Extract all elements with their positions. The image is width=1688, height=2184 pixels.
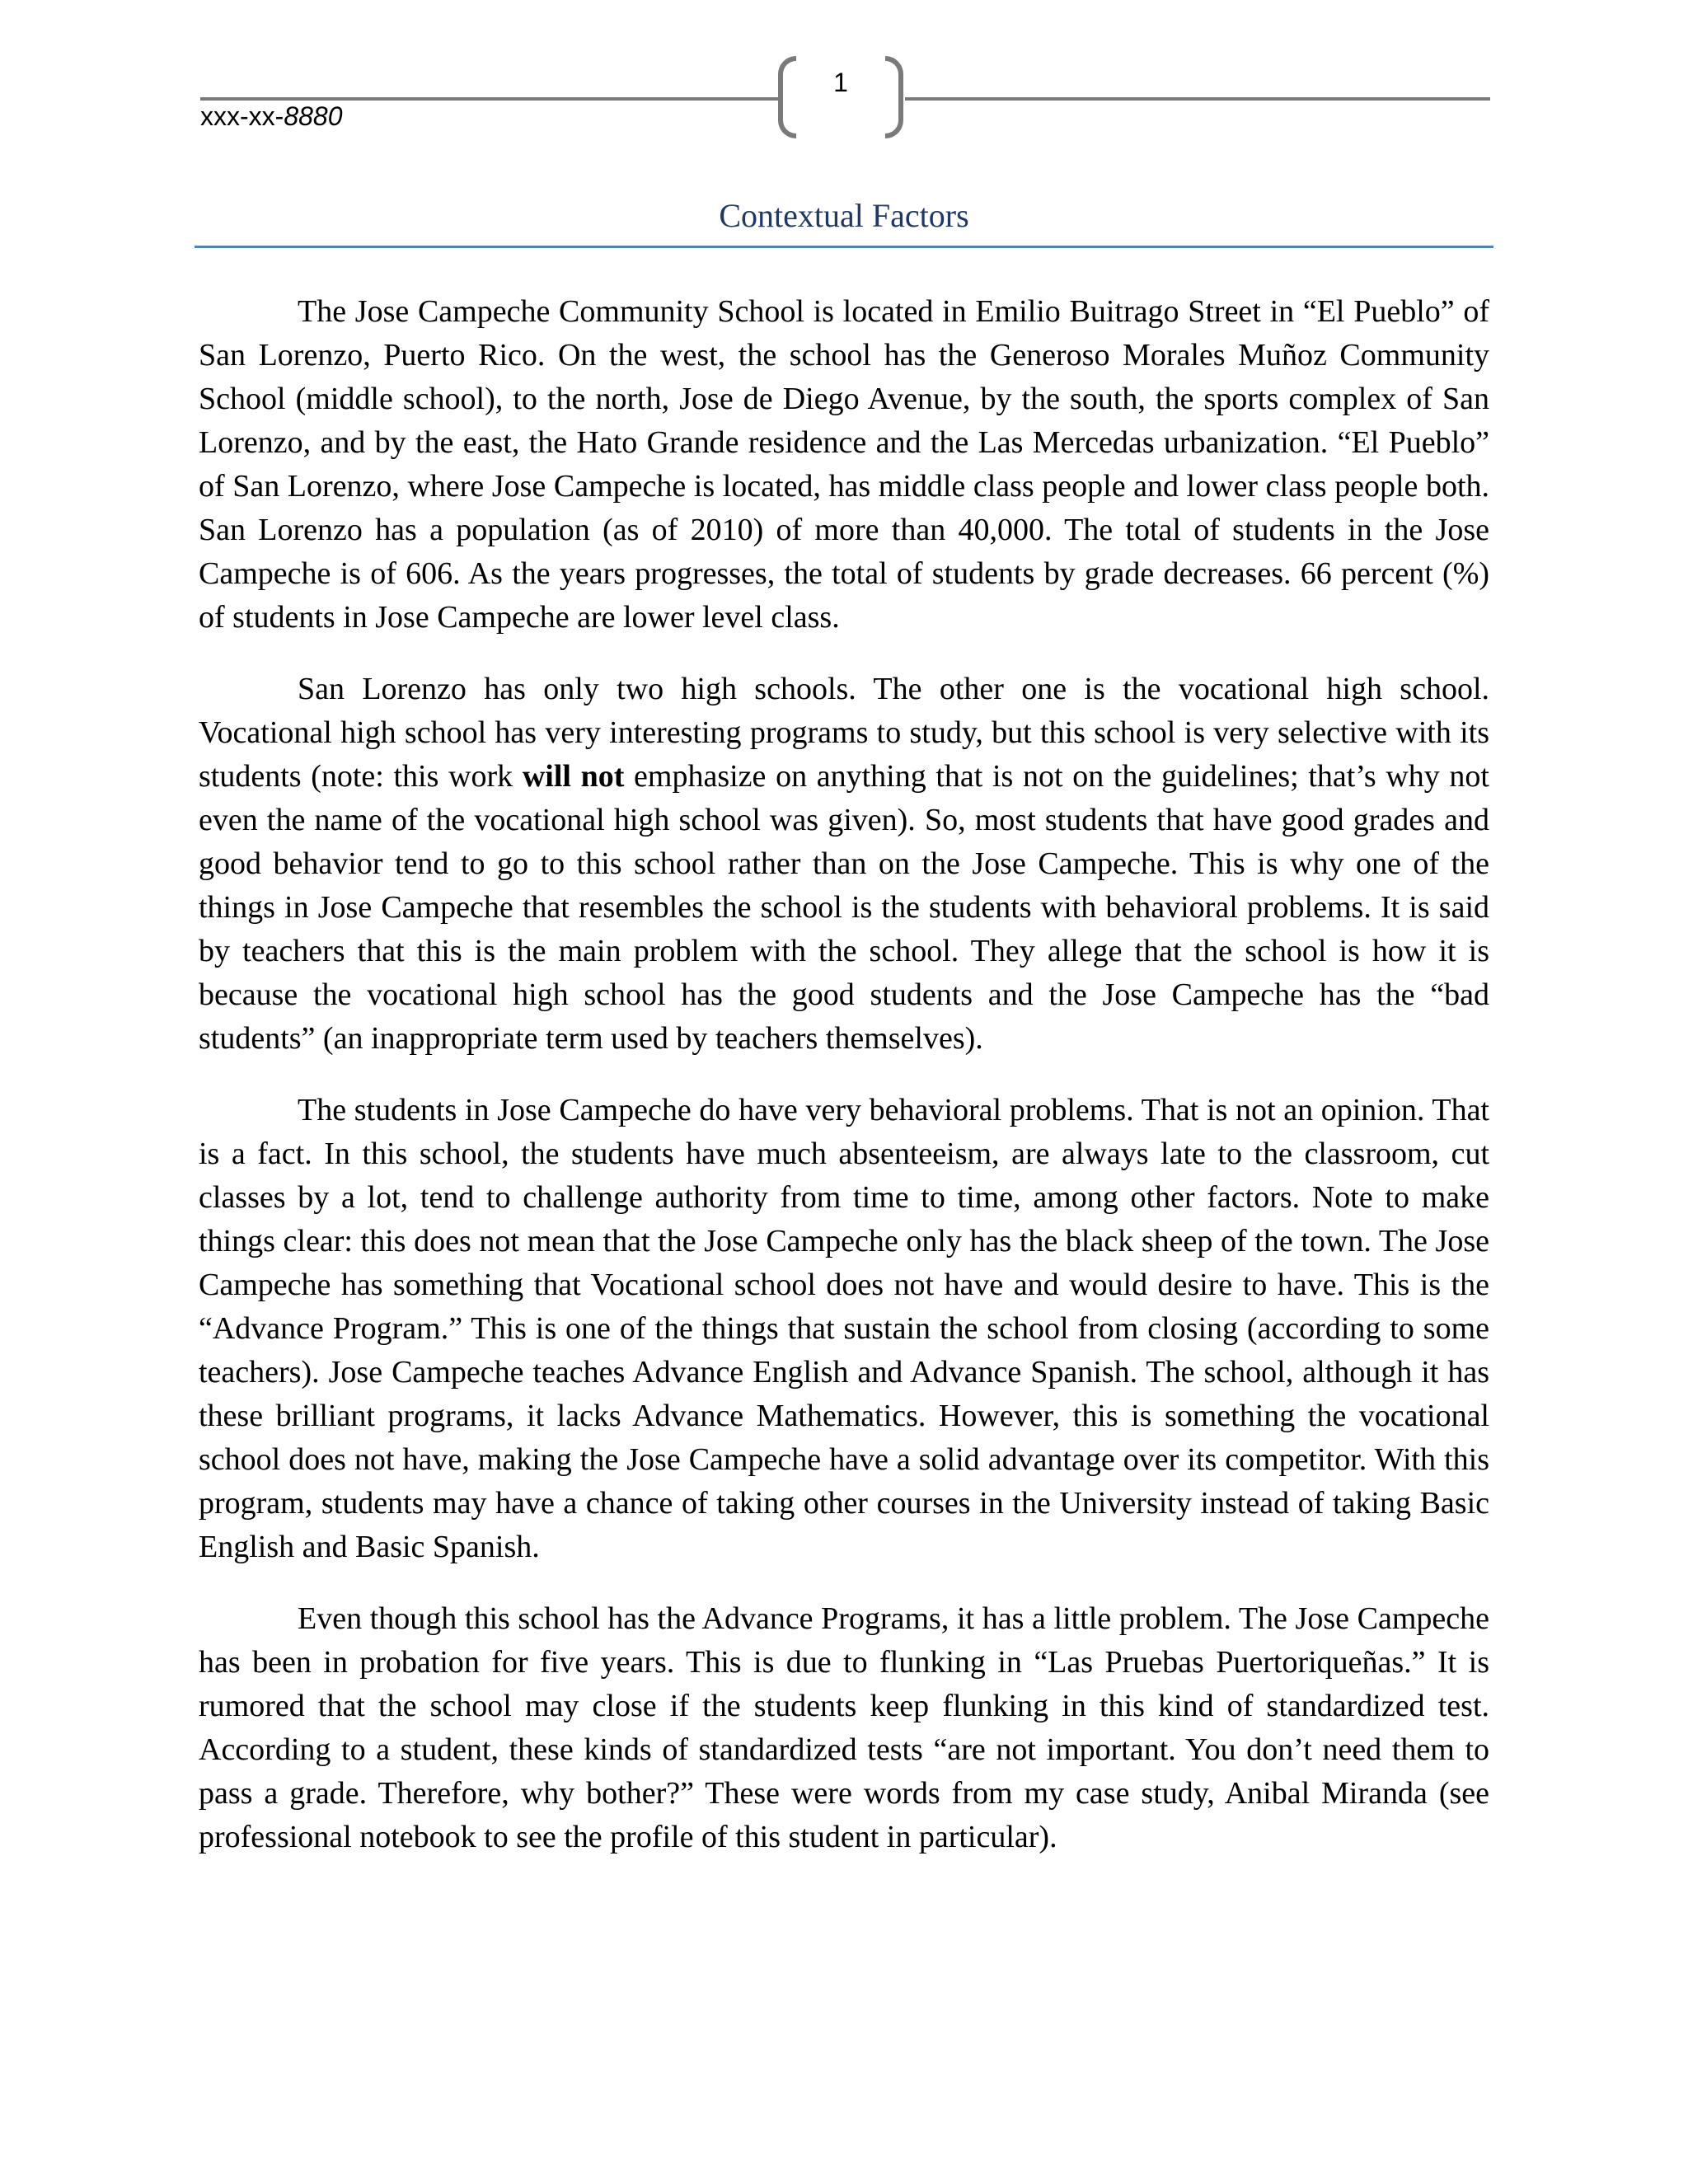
page-number: 1 <box>833 68 848 97</box>
header-rule-left <box>200 97 782 101</box>
header-id-prefix: xxx-xx- <box>200 101 284 131</box>
paragraph-3: The students in Jose Campeche do have very behavioral problems. That is not an opinion. That is a fact. In this school, the students have much absenteeism, are always late to the classroom, cut classes by a lot, tend to challenge authority from time to time, among other factors. Note to make things clear: this does not mean that the Jose Campeche only has the black sheep of the town. The Jose Campeche has something that Vocational school does not have and would desire to have. This is the “Advance Program.” This is one of the things that sustain the school from closing (according to some teachers). Jose Campeche teaches Advance English and Advance Spanish. The school, although it has these brilliant programs, it lacks Advance Mathematics. However, this is something the vocational school does not have, making the Jose Campeche have a solid advantage over its competitor. With this program, students may have a chance of taking other courses in the University instead of taking Basic English and Basic Spanish. <box>199 1093 1489 1564</box>
page-number-bracket-right <box>885 56 903 138</box>
header-student-id <box>200 101 343 132</box>
document-title: Contextual Factors <box>719 197 969 234</box>
paragraph-1: The Jose Campeche Community School is located in Emilio Buitrago Street in “El Pueblo” of San Lorenzo, Puerto Rico. On the west, the school has the Generoso Morales Muñoz Community School (middle school), to the north, Jose de Diego Avenue, by the south, the sports complex of San Lorenzo, and by the east, the Hato Grande residence and the Las Mercedas urbanization. “El Pueblo” of San Lorenzo, where Jose Campeche is located, has middle class people and lower class people both. San Lorenzo has a population (as of 2010) of more than 40,000. The total of students in the Jose Campeche is of 606. As the years progresses, the total of students by grade decreases. 66 percent (%) of students in Jose Campeche are lower level class. <box>199 294 1489 635</box>
paragraph-2-after-bold: emphasize on anything that is not on the guidelines; that’s why not even the name of the vocational high school was given). So, most students that have good grades and good behavior tend to go to this school rather than on the Jose Campeche. This is why one of the things in Jose Campeche that resembles the school is the students with behavioral problems. It is said by teachers that this is the main problem with the school. They allege that the school is how it is because the vocational high school has the good students and the Jose Campeche has the “bad students” (an inappropriate term used by teachers themselves). <box>199 759 1489 1056</box>
document-body <box>199 290 1489 1887</box>
title-underline <box>195 246 1493 248</box>
header-id-number: 8880 <box>284 101 343 131</box>
paragraph-2-bold-text: will not <box>522 759 625 794</box>
page-number-bracket-left <box>778 56 796 138</box>
paragraph-4: Even though this school has the Advance Programs, it has a little problem. The Jose Campeche has been in probation for five years. This is due to flunking in “Las Pruebas Puertoriqueñas.” It is rumored that the school may close if the students keep flunking in this kind of standardized test. According to a student, these kinds of standardized tests “are not important. You don’t need them to pass a grade. Therefore, why bother?” These were words from my case study, Anibal Miranda (see professional notebook to see the profile of this student in particular). <box>199 1601 1489 1854</box>
paragraph-2 <box>199 668 1489 1061</box>
paragraph-2-before-bold: San Lorenzo has only two high schools. The other one is the vocational high school. Vocational high school has very interesting programs to study, but this school is very selective with its students (note: this work <box>199 672 1489 794</box>
header-rule-right <box>905 97 1490 101</box>
